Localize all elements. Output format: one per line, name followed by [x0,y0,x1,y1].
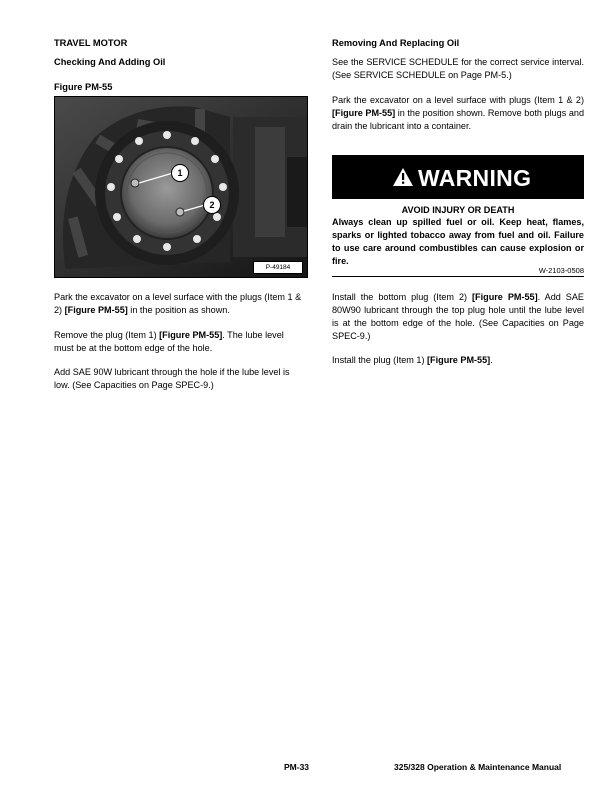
section-title: TRAVEL MOTOR [54,38,128,48]
figure-reference: [Figure PM-55] [64,305,128,315]
right-paragraph-3 [332,291,584,343]
figure-reference: [Figure PM-55] [332,108,396,118]
right-paragraph-2-tail: in the position shown. Remove both plugs and drain the lubricant into a container. [332,108,584,131]
photo-id-label: P-49184 [253,261,303,274]
left-paragraph-2-text: Remove the plug (Item 1) [54,330,160,340]
right-paragraph-4 [332,354,584,367]
manual-title: 325/328 Operation & Maintenance Manual [394,762,562,772]
warning-text: Always clean up spilled fuel or oil. Keep heat, flames, sparks or lighted tobacco away from fuel and oil. Failure to use care around combustibles can cause explosion or fire. [332,217,584,266]
travel-motor-illustration [55,97,307,277]
figure-label: Figure PM-55 [54,82,113,92]
left-paragraph-3: Add SAE 90W lubricant through the hole if the lube level is low. (See Capacities on Page SPEC-9.) [54,367,290,390]
callout-item-2: 2 [203,196,221,214]
right-paragraph-4-tail: . [490,355,493,365]
right-section-title: Removing And Replacing Oil [332,38,460,48]
warning-banner [332,155,584,199]
right-paragraph-1: See the SERVICE SCHEDULE for the correct service interval. (See SERVICE SCHEDULE on Page PM-5.) [332,57,584,80]
right-paragraph-4-text: Install the plug (Item 1) [332,355,428,365]
left-paragraph-2 [54,329,306,355]
warning-subtitle: AVOID INJURY OR DEATH [401,205,515,215]
left-paragraph-2-tail: . The lube level must be at the bottom edge of the hole. [54,330,284,353]
right-paragraph-3-tail: . Add SAE 80W90 lubricant through the top plug hole until the lube level is at the bottom edge of the hole. (See Capacities on Page SPEC-9.) [332,292,584,341]
warning-divider [332,276,584,277]
travel-motor-photo [54,96,308,278]
callout-item-1: 1 [171,164,189,182]
subsection-title: Checking And Adding Oil [54,57,166,67]
page-number: PM-33 [284,762,310,772]
warning-title: WARNING [418,165,532,191]
warning-triangle-icon [392,167,414,187]
right-paragraph-2 [332,94,584,133]
right-paragraph-3-text: Install the bottom plug (Item 2) [332,292,473,302]
left-paragraph-1-tail: in the position as shown. [127,305,230,315]
figure-reference: [Figure PM-55] [472,292,538,302]
left-paragraph-1 [54,291,306,317]
figure-reference: [Figure PM-55] [427,355,491,365]
warning-code: W-2103-0508 [538,266,584,275]
right-paragraph-2-text: Park the excavator on a level surface with plugs (Item 1 & 2) [332,95,584,105]
figure-reference: [Figure PM-55] [159,330,223,340]
left-paragraph-1-text: Park the excavator on a level surface with the plugs (Item 1 & 2) [54,292,302,315]
